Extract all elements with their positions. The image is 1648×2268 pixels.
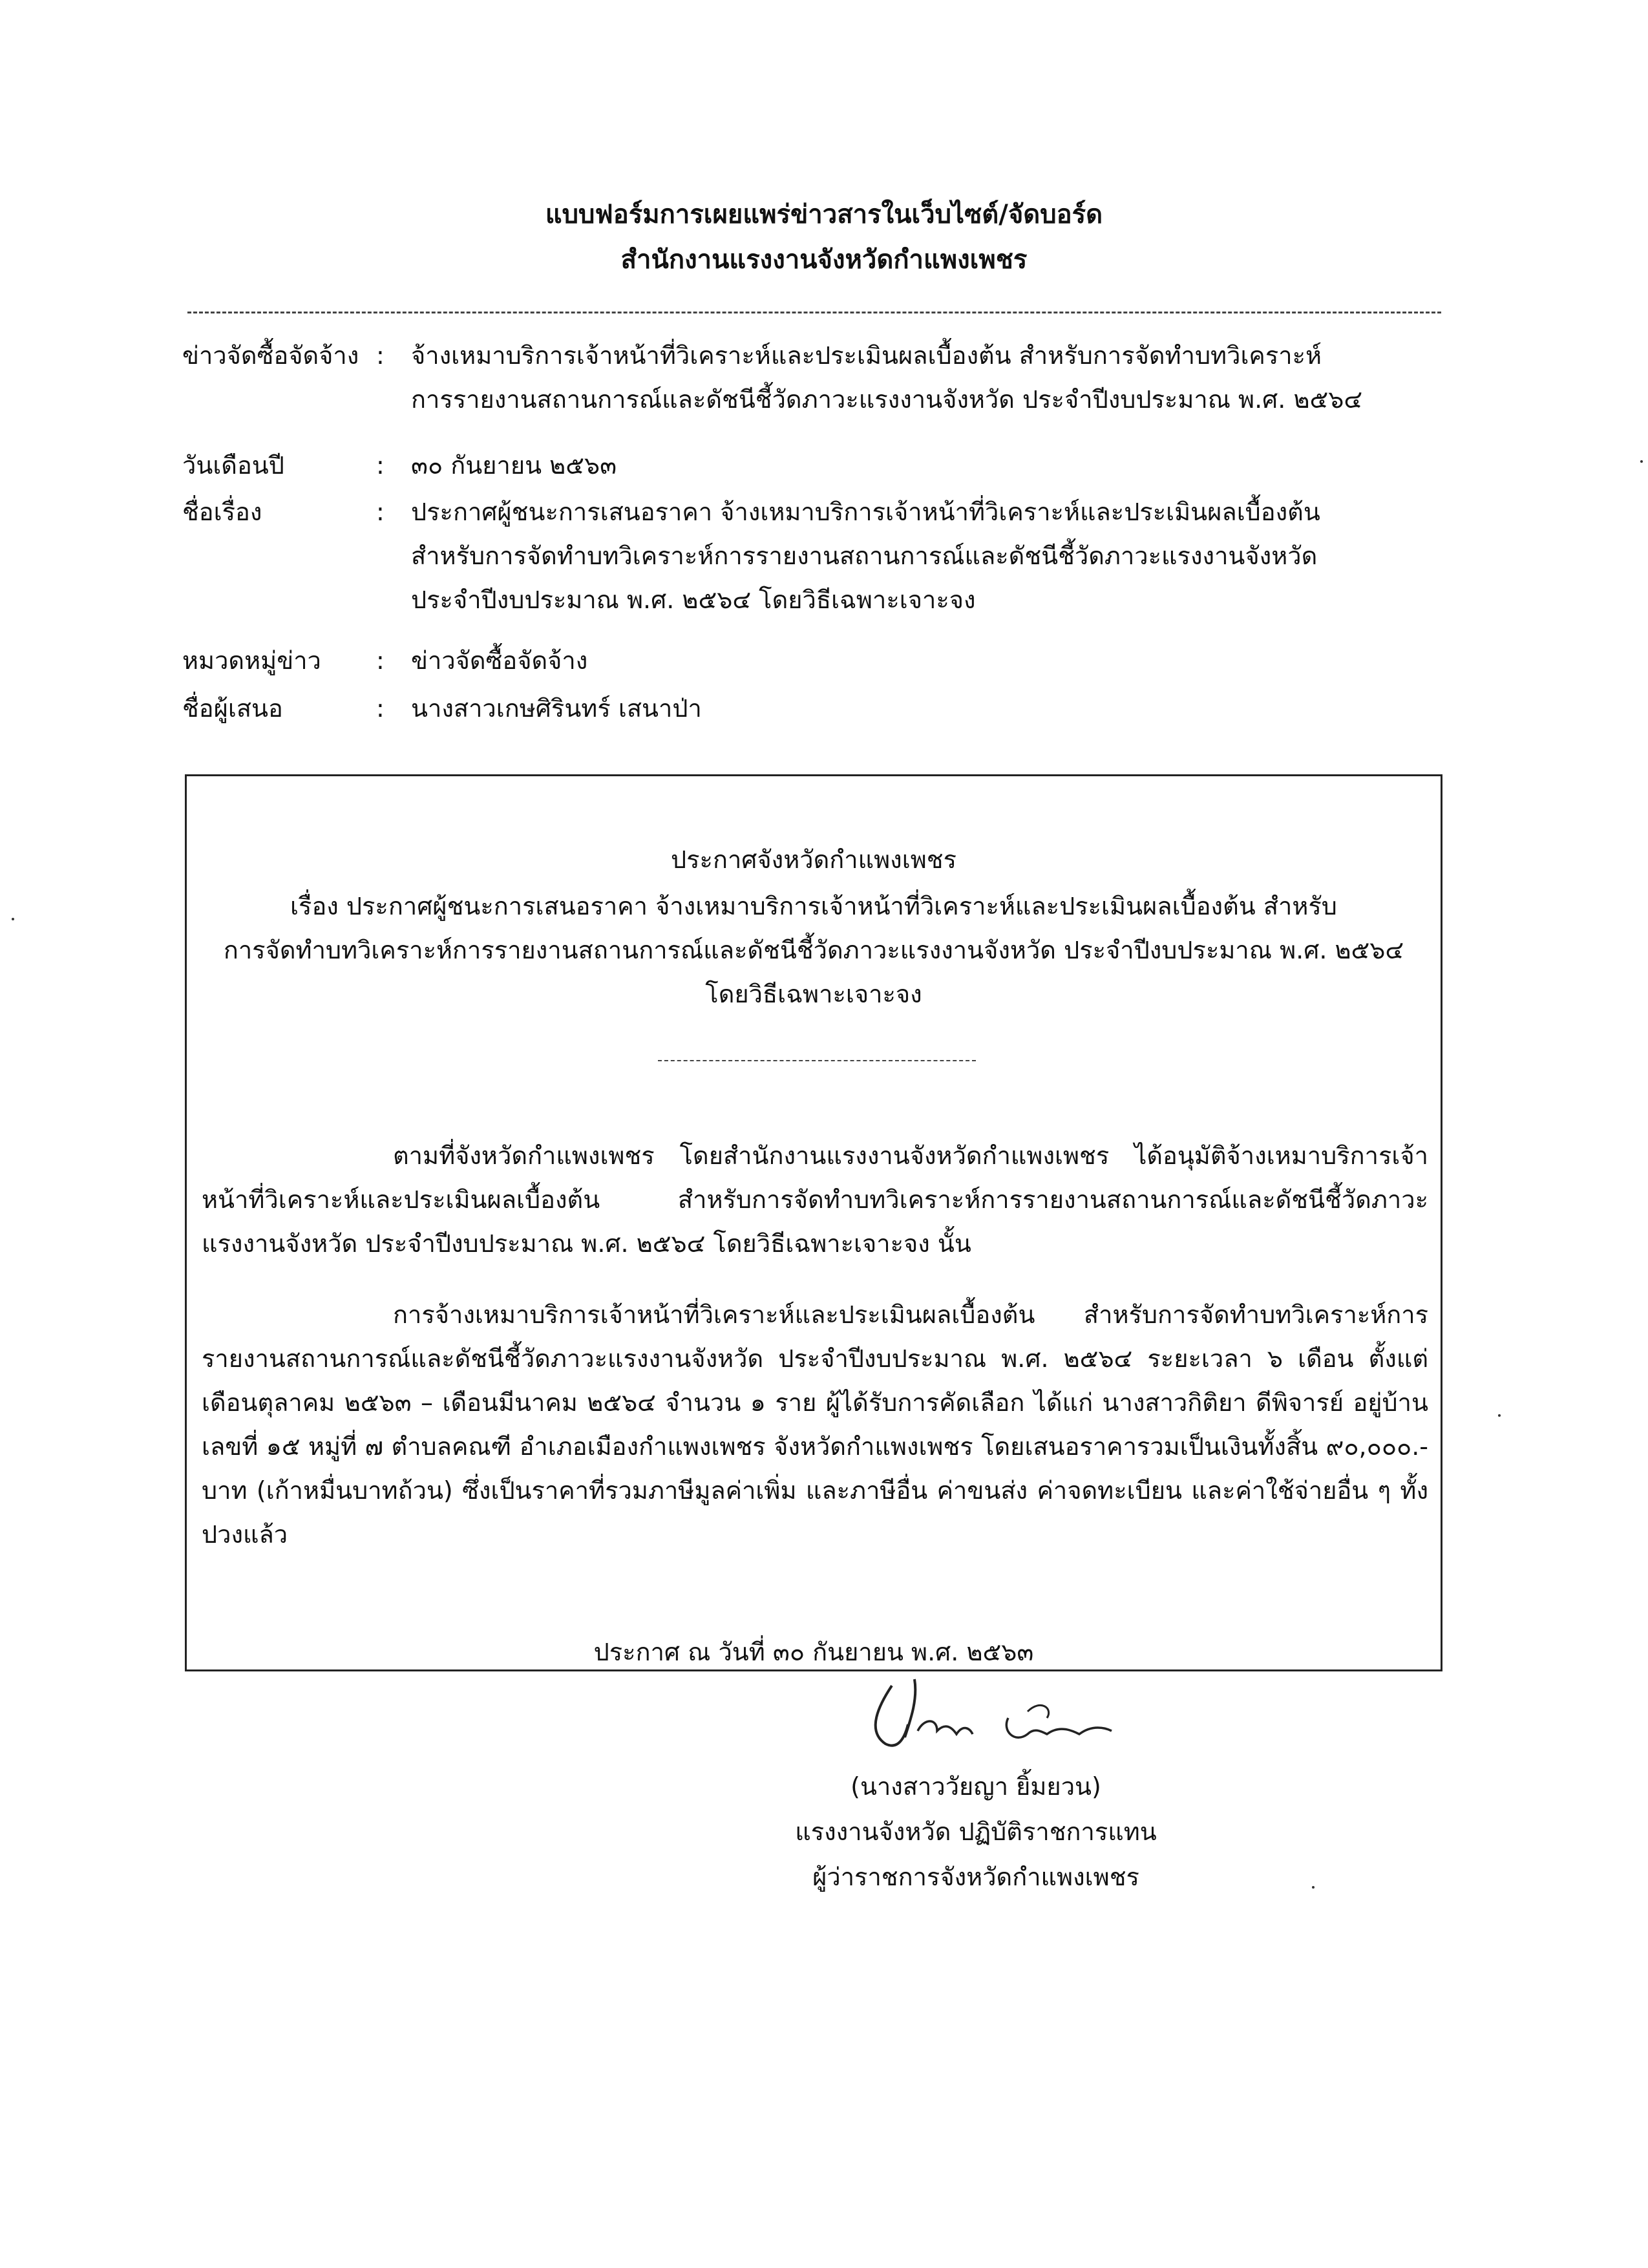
announcement-paragraph-2: การจ้างเหมาบริการเจ้าหน้าที่วิเคราะห์และประเมินผลเบื้องต้น สำหรับการจัดทำบทวิเคราะห์การรายงานสถานการณ์และดัชนีชี้วัดภาวะแรงงานจังหวัด ประจำปีงบประมาณ พ.ศ. ๒๕๖๔ ระยะเวลา ๖ เดือน ตั้งแต่เดือนตุลาคม ๒๕๖๓ – เดือนมีนาคม ๒๕๖๔ จำนวน ๑ ราย ผู้ได้รับการคัดเลือก ได้แก่ นางสาวกิติยา ดีพิจารย์ อยู่บ้านเลขที่ ๑๕ หมู่ที่ ๗ ตำบลคณฑี อำเภอเมืองกำแพงเพชร จังหวัดกำแพงเพชร โดยเสนอราคารวมเป็นเงินทั้งสิ้น ๙๐,๐๐๐.- บาท (เก้าหมื่นบาทถ้วน) ซึ่งเป็นราคาที่รวมภาษีมูลค่าเพิ่ม และภาษีอื่น ค่าขนส่ง ค่าจดทะเบียน และค่าใช้จ่ายอื่น ๆ ทั้งปวงแล้ว [202, 1300, 1428, 1549]
meta-value-procurement [411, 334, 1445, 421]
meta-label-subject: ชื่อเรื่อง [182, 498, 262, 526]
meta-colon: : [376, 694, 385, 723]
announcement-date: ประกาศ ณ วันที่ ๓๐ กันยายน พ.ศ. ๒๕๖๓ [593, 1638, 1034, 1666]
subject-line: โดยวิธีเฉพาะเจาะจง [705, 980, 922, 1008]
meta-colon: : [376, 341, 385, 370]
signatory-name: (นางสาววัยญา ยิ้มยวน) [850, 1772, 1101, 1801]
handwritten-signature [853, 1673, 1131, 1763]
scan-speck [12, 918, 14, 920]
meta-colon: : [376, 451, 385, 480]
scan-speck [1498, 1414, 1501, 1417]
meta-colon: : [376, 498, 385, 526]
subject-line: เรื่อง ประกาศผู้ชนะการเสนอราคา จ้างเหมาบริการเจ้าหน้าที่วิเคราะห์และประเมินผลเบื้องต้น สำหรับ [290, 892, 1337, 920]
meta-value-line: จ้างเหมาบริการเจ้าหน้าที่วิเคราะห์และประเมินผลเบื้องต้น สำหรับการจัดทำบทวิเคราะห์ [411, 341, 1322, 370]
office-name: สำนักงานแรงงานจังหวัดกำแพงเพชร [620, 245, 1028, 275]
meta-value-line: การรายงานสถานการณ์และดัชนีชี้วัดภาวะแรงงานจังหวัด ประจำปีงบประมาณ พ.ศ. ๒๕๖๔ [411, 385, 1363, 414]
subject-line: การจัดทำบทวิเคราะห์การรายงานสถานการณ์และดัชนีชี้วัดภาวะแรงงานจังหวัด ประจำปีงบประมาณ พ.ศ. ๒๕๖๔ [223, 936, 1404, 964]
signatory-organization: ผู้ว่าราชการจังหวัดกำแพงเพชร [812, 1863, 1139, 1891]
meta-label-procurement: ข่าวจัดซื้อจัดจ้าง [182, 341, 359, 370]
form-title: แบบฟอร์มการเผยแพร่ข่าวสารในเว็บไซต์/จัดบอร์ด [545, 200, 1103, 229]
announcement-paragraph-1: ตามที่จังหวัดกำแพงเพชร โดยสำนักงานแรงงานจังหวัดกำแพงเพชร ได้อนุมัติจ้างเหมาบริการเจ้าหน้าที่วิเคราะห์และประเมินผลเบื้องต้น สำหรับการจัดทำบทวิเคราะห์การรายงานสถานการณ์และดัชนีชี้วัดภาวะแรงงานจังหวัด ประจำปีงบประมาณ พ.ศ. ๒๕๖๔ โดยวิธีเฉพาะเจาะจง นั้น [202, 1141, 1428, 1258]
meta-colon: : [376, 646, 385, 675]
header-divider [187, 312, 1441, 313]
meta-label-category: หมวดหมู่ข่าว [182, 646, 321, 675]
meta-value-submitter: นางสาวเกษศิรินทร์ เสนาป่า [411, 694, 702, 723]
scan-speck [1312, 1886, 1315, 1889]
meta-value-line: สำหรับการจัดทำบทวิเคราะห์การรายงานสถานการณ์และดัชนีชี้วัดภาวะแรงงานจังหวัด [411, 542, 1318, 570]
meta-value-line: ประกาศผู้ชนะการเสนอราคา จ้างเหมาบริการเจ้าหน้าที่วิเคราะห์และประเมินผลเบื้องต้น [411, 498, 1320, 526]
meta-value-date: ๓๐ กันยายน ๒๕๖๓ [411, 451, 617, 480]
scan-speck [1640, 460, 1643, 463]
meta-value-line: ประจำปีงบประมาณ พ.ศ. ๒๕๖๔ โดยวิธีเฉพาะเจาะจง [411, 586, 976, 614]
meta-value-category: ข่าวจัดซื้อจัดจ้าง [411, 646, 588, 675]
meta-value-subject [411, 490, 1445, 622]
announcement-heading: ประกาศจังหวัดกำแพงเพชร [671, 845, 956, 874]
meta-label-date: วันเดือนปี [182, 451, 284, 480]
signatory-title: แรงงานจังหวัด ปฏิบัติราชการแทน [795, 1818, 1157, 1846]
announcement-subject [185, 884, 1442, 1016]
meta-label-submitter: ชื่อผู้เสนอ [182, 694, 283, 723]
announcement-divider [658, 1060, 976, 1061]
